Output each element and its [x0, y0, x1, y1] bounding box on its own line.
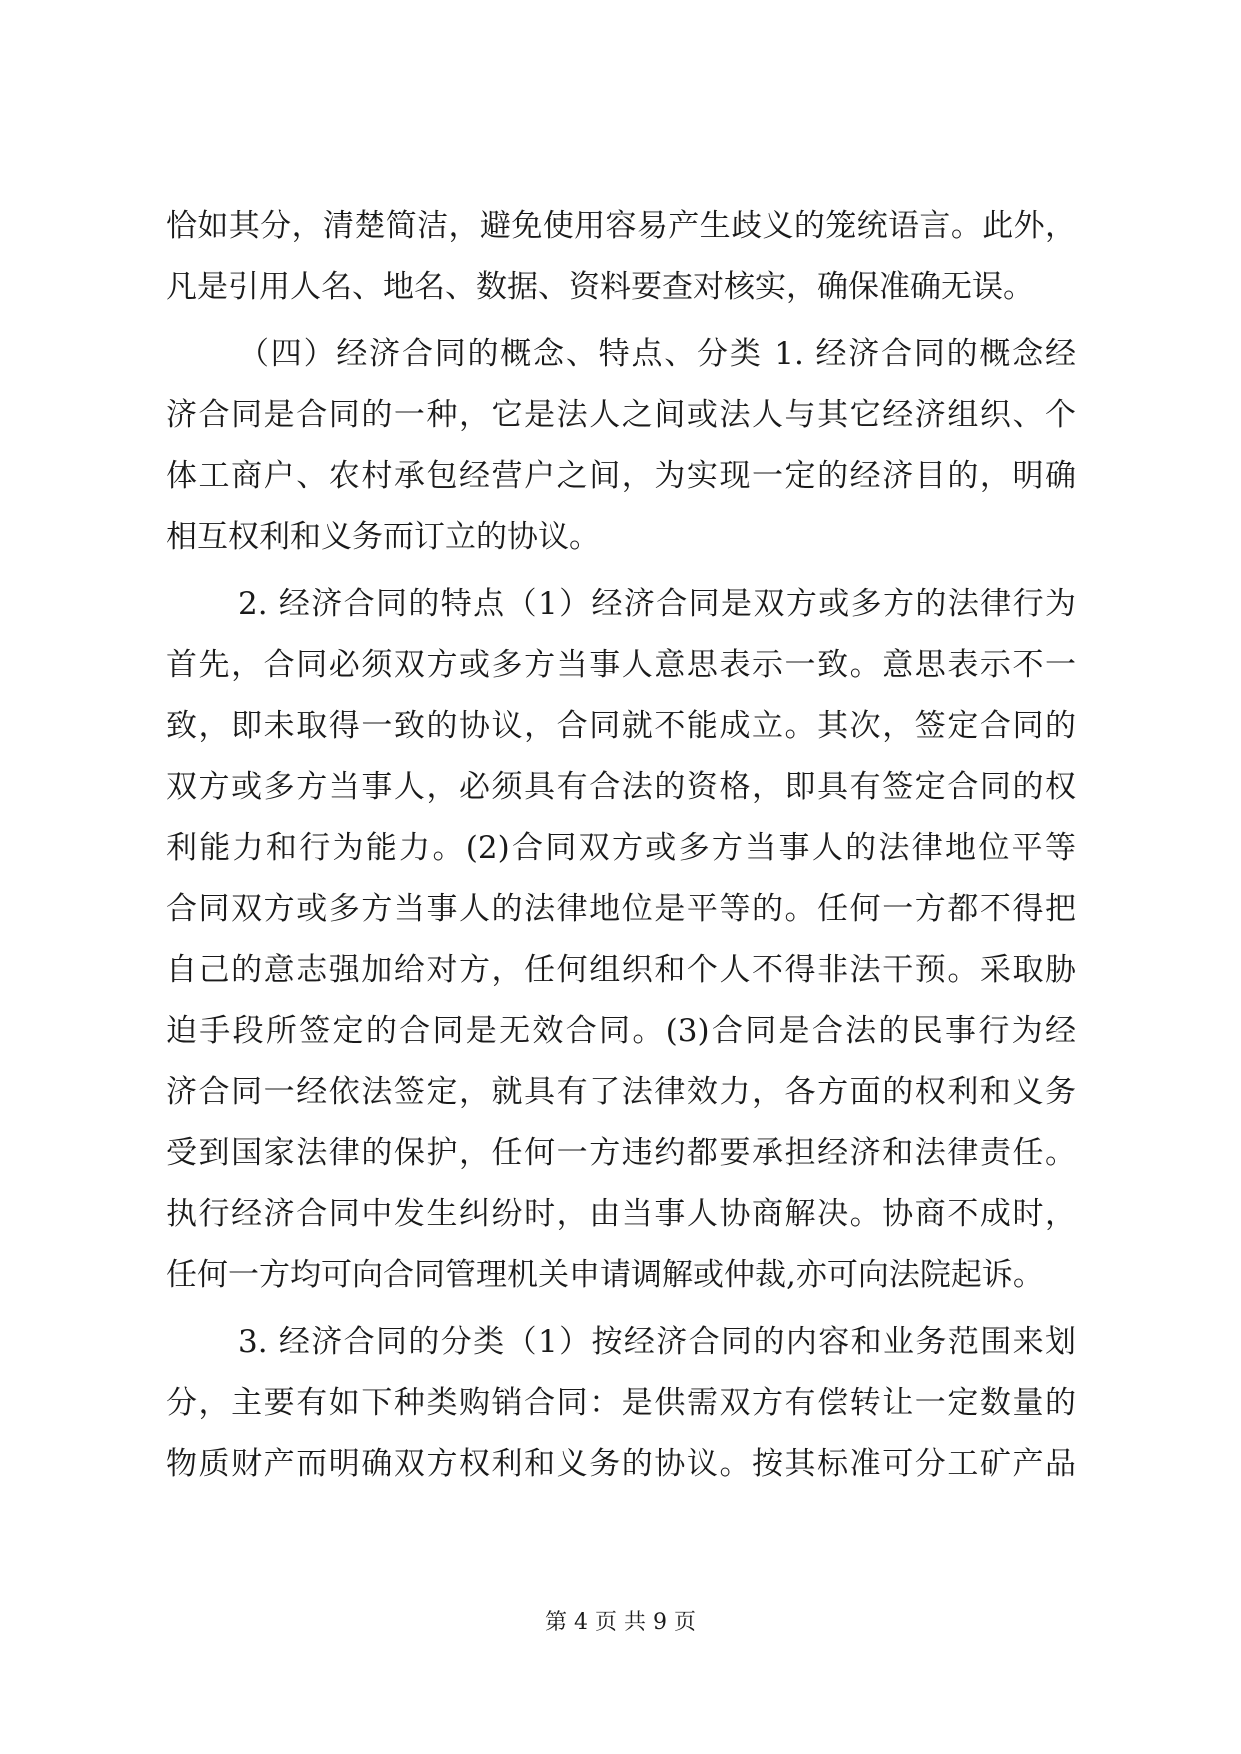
text-line: 自己的意志强加给对方，任何组织和个人不得非法干预。采取胁 — [166, 952, 1076, 988]
text-line: 物质财产而明确双方权利和义务的协议。按其标准可分工矿产品 — [166, 1446, 1076, 1482]
text-line: 合同双方或多方当事人的法律地位是平等的。任何一方都不得把 — [166, 891, 1076, 927]
text-line: 首先，合同必须双方或多方当事人意思表示一致。意思表示不一 — [166, 647, 1076, 683]
text-line: 分，主要有如下种类购销合同：是供需双方有偿转让一定数量的 — [166, 1385, 1076, 1421]
text-line: 任何一方均可向合同管理机关申请调解或仲裁,亦可向法院起诉。 — [166, 1257, 1044, 1293]
text-line: 迫手段所签定的合同是无效合同。(3)合同是合法的民事行为经 — [166, 1013, 1076, 1049]
page-footer: 第 4 页 共 9 页 — [545, 1610, 696, 1635]
text-line: 凡是引用人名、地名、数据、资料要查对核实，确保准确无误。 — [166, 269, 1034, 305]
text-line: 济合同是合同的一种，它是法人之间或法人与其它经济组织、个 — [166, 397, 1076, 433]
text-line: 恰如其分，清楚简洁，避免使用容易产生歧义的笼统语言。此外， — [166, 208, 1076, 244]
text-line: 济合同一经依法签定，就具有了法律效力，各方面的权利和义务 — [166, 1074, 1076, 1110]
text-line: （四）经济合同的概念、特点、分类 1. 经济合同的概念经 — [238, 336, 1076, 372]
text-line: 3. 经济合同的分类（1）按经济合同的内容和业务范围来划 — [238, 1324, 1076, 1360]
text-line: 致，即未取得一致的协议，合同就不能成立。其次，签定合同的 — [166, 708, 1076, 744]
text-line: 执行经济合同中发生纠纷时，由当事人协商解决。协商不成时， — [166, 1196, 1076, 1232]
text-line: 双方或多方当事人，必须具有合法的资格，即具有签定合同的权 — [166, 769, 1076, 805]
text-line: 相互权利和义务而订立的协议。 — [166, 519, 600, 555]
text-line: 体工商户、农村承包经营户之间，为实现一定的经济目的，明确 — [166, 458, 1076, 494]
text-line: 2. 经济合同的特点（1）经济合同是双方或多方的法律行为 — [238, 586, 1076, 622]
text-line: 利能力和行为能力。(2)合同双方或多方当事人的法律地位平等 — [166, 830, 1076, 866]
text-line: 受到国家法律的保护，任何一方违约都要承担经济和法律责任。 — [166, 1135, 1076, 1171]
body-text — [166, 196, 1076, 1495]
